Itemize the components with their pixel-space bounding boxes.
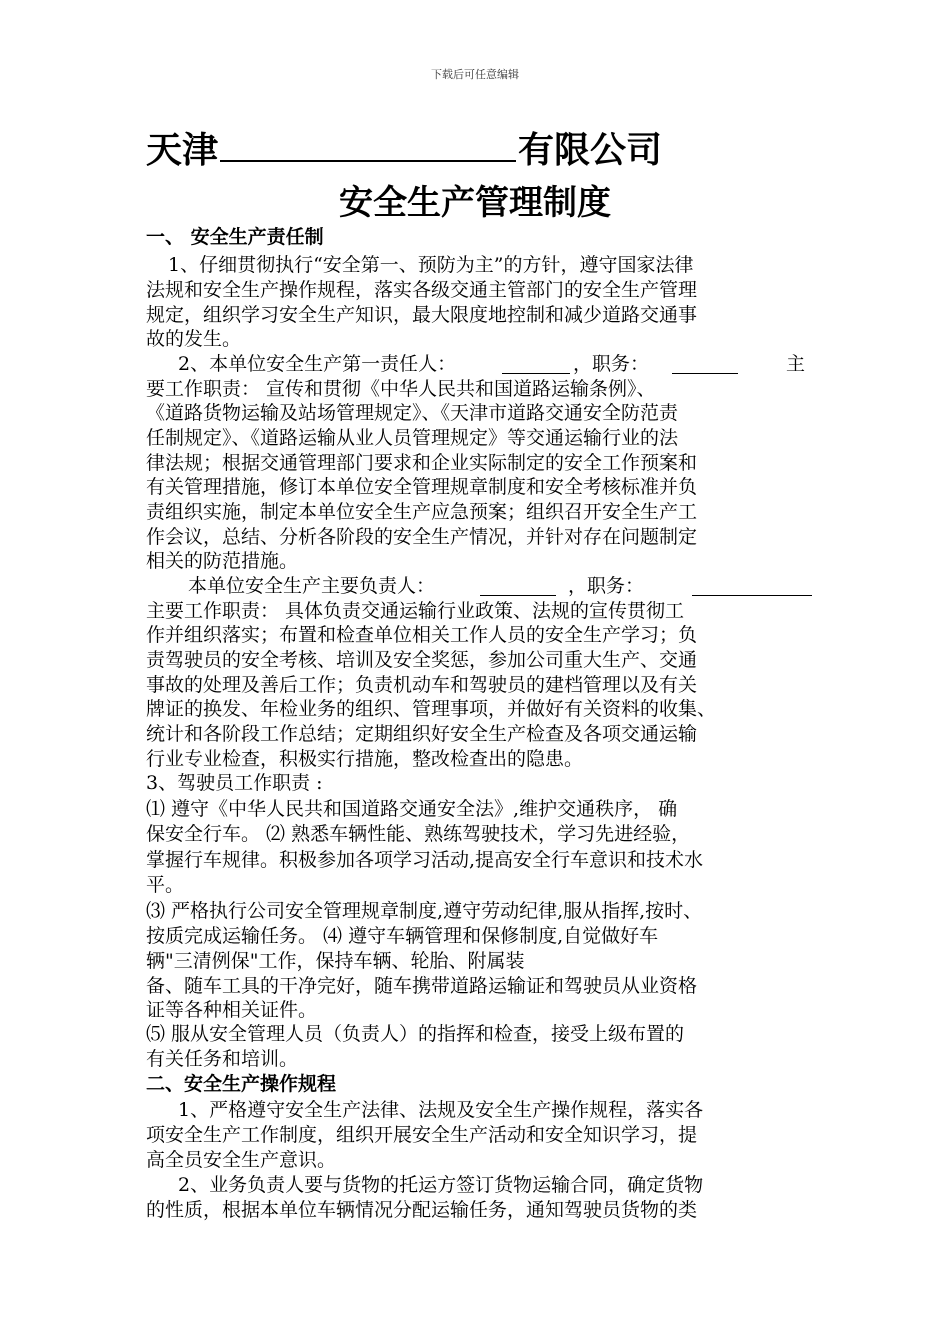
- paragraph-line: 相关的防范措施。: [146, 550, 299, 572]
- paragraph-line: ⑴ 遵守《中华人民共和国道路交通安全法》,维护交通秩序， 确: [146, 798, 678, 820]
- paragraph-line: 作并组织落实；布置和检查单位相关工作人员的安全生产学习；负: [146, 624, 698, 646]
- paragraph-line: 责驾驶员的安全考核、培训及安全奖惩，参加公司重大生产、交通: [146, 649, 698, 671]
- paragraph-line: 责组织实施，制定本单位安全生产应急预案；组织召开安全生产工: [146, 501, 698, 523]
- paragraph-line: 有关管理措施，修订本单位安全管理规章制度和安全考核标准并负: [146, 476, 698, 498]
- document-title: 安全生产管理制度: [339, 183, 611, 223]
- paragraph-line: 3、驾驶员工作职责 :: [146, 772, 323, 794]
- paragraph-line: ，职务：: [568, 575, 645, 597]
- company-title-prefix: 天津: [146, 130, 219, 171]
- paragraph-line: 按质完成运输任务。 ⑷ 遵守车辆管理和保修制度,自觉做好车: [146, 925, 659, 947]
- paragraph-line: ⑶ 严格执行公司安全管理规章制度,遵守劳动纪律,服从指挥,按时、: [146, 900, 703, 922]
- company-title: [146, 126, 662, 176]
- paragraph-line: 主要工作职责： 具体负责交通运输行业政策、法规的宣传贯彻工: [146, 600, 685, 622]
- main-responsible-position-blank: [692, 577, 812, 596]
- paragraph-line: 保安全行车。 ⑵ 熟悉车辆性能、熟练驾驶技术，学习先进经验，: [146, 823, 691, 845]
- paragraph-line: 掌握行车规律。积极参加各项学习活动,提高安全行车意识和技术水: [146, 849, 704, 871]
- company-name-blank: [220, 128, 516, 162]
- paragraph-line: ，职务：: [573, 353, 650, 375]
- paragraph-line: 牌证的换发、年检业务的组织、管理事项，并做好有关资料的收集、: [146, 698, 717, 720]
- paragraph-line: ⑸ 服从安全管理人员（负责人）的指挥和检查，接受上级布置的: [146, 1023, 685, 1045]
- header-note: 下载后可任意编辑: [431, 68, 519, 81]
- paragraph-line: 辆"三清例保"工作，保持车辆、轮胎、附属装: [146, 950, 525, 972]
- paragraph-line: 《道路货物运输及站场管理规定》、《天津市道路交通安全防范责: [146, 402, 679, 424]
- paragraph-line: 证等各种相关证件。: [146, 999, 318, 1021]
- paragraph-line: 故的发生。: [146, 328, 242, 350]
- first-responsible-position-blank: [672, 355, 738, 374]
- paragraph-line: 作会议，总结、分析各阶段的安全生产情况，并针对存在问题制定: [146, 526, 698, 548]
- paragraph-line: 备、随车工具的干净完好，随车携带道路运输证和驾驶员从业资格: [146, 975, 698, 997]
- paragraph-line: 规定，组织学习安全生产知识，最大限度地控制和减少道路交通事: [146, 304, 698, 326]
- first-responsible-person-blank: [502, 355, 570, 374]
- paragraph-line: 统计和各阶段工作总结；定期组织好安全生产检查及各项交通运输: [146, 723, 698, 745]
- paragraph-line: 项安全生产工作制度，组织开展安全生产活动和安全知识学习，提: [146, 1124, 698, 1146]
- company-title-suffix: 有限公司: [518, 130, 663, 171]
- paragraph-line: 要工作职责： 宣传和贯彻《中华人民共和国道路运输条例》、: [146, 378, 656, 400]
- section-heading-1: 一、 安全生产责任制: [146, 226, 324, 248]
- paragraph-line: 本单位安全生产主要负责人：: [188, 575, 436, 597]
- paragraph-line: 高全员安全生产意识。: [146, 1149, 337, 1171]
- paragraph-line: 平。: [146, 874, 185, 896]
- main-responsible-person-blank: [480, 577, 556, 596]
- paragraph-line: 行业专业检查，积极实行措施，整改检查出的隐患。: [146, 748, 584, 770]
- paragraph-line: 的性质，根据本单位车辆情况分配运输任务，通知驾驶员货物的类: [146, 1199, 698, 1221]
- paragraph-line: 任制规定》、《道路运输从业人员管理规定》等交通运输行业的法: [146, 427, 679, 449]
- paragraph-line: 法规和安全生产操作规程，落实各级交通主管部门的安全生产管理: [146, 279, 698, 301]
- paragraph-line: 主: [786, 353, 806, 375]
- paragraph-line: 2、业务负责人要与货物的托运方签订货物运输合同，确定货物: [178, 1174, 704, 1196]
- paragraph-line: 事故的处理及善后工作；负责机动车和驾驶员的建档管理以及有关: [146, 674, 698, 696]
- paragraph-line: 1、严格遵守安全生产法律、法规及安全生产操作规程，落实各: [178, 1099, 704, 1121]
- paragraph-line: 律法规；根据交通管理部门要求和企业实际制定的安全工作预案和: [146, 452, 698, 474]
- paragraph-line: 1、仔细贯彻执行“安全第一、预防为主”的方针，遵守国家法律: [168, 254, 694, 276]
- paragraph-line: 有关任务和培训。: [146, 1048, 299, 1070]
- paragraph-line: 2、本单位安全生产第一责任人：: [178, 353, 457, 375]
- section-heading-2: 二、安全生产操作规程: [146, 1073, 337, 1095]
